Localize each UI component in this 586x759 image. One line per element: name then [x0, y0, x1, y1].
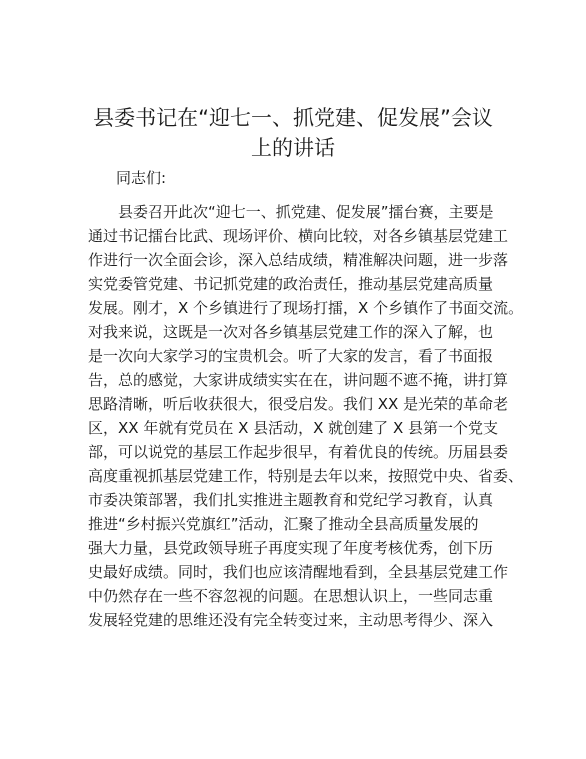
body-line: 区，XX 年就有党员在 X 县活动，X 就创建了 X 县第一个党支	[88, 419, 498, 437]
document-title-line-1: 县委书记在“迎七一、抓党建、促发展”会议	[93, 106, 493, 130]
body-line: 告，总的感觉，大家讲成绩实实在在，讲问题不遮不掩，讲打算	[88, 371, 509, 389]
body-line: 高度重视抓基层党建工作，特别是去年以来，按照党中央、省委、	[88, 467, 524, 485]
body-line: 通过书记擂台比武、现场评价、横向比较，对各乡镇基层党建工	[88, 227, 509, 245]
body-line: 强大力量，县党政领导班子再度实现了年度考核优秀，创下历	[88, 539, 494, 557]
body-line: 作进行一次全面会诊，深入总结成绩，精准解决问题，进一步落	[88, 251, 509, 269]
body-line: 中仍然存在一些不容忽视的问题。在思想认识上，一些同志重	[88, 587, 494, 605]
body-line: 市委决策部署，我们扎实推进主题教育和党纪学习教育，认真	[88, 491, 494, 509]
body-line: 实党委管党建、书记抓党建的政治责任，推动基层党建高质量	[88, 275, 494, 293]
body-line: 发展轻党建的思维还没有完全转变过来，主动思考得少、深入	[88, 611, 494, 629]
body-line: 思路清晰，听后收获很大，很受启发。我们 XX 是光荣的革命老	[88, 395, 509, 413]
body-line: 对我来说，这既是一次对各乡镇基层党建工作的深入了解，也	[88, 323, 494, 341]
body-line: 部，可以说党的基层工作起步很早，有着优良的传统。历届县委	[88, 443, 509, 461]
salutation: 同志们:	[116, 169, 167, 187]
body-line: 县委召开此次“迎七一、抓党建、促发展”擂台赛，主要是	[88, 203, 494, 221]
document-title-line-2: 上的讲话	[251, 136, 335, 160]
body-line: 是一次向大家学习的宝贵机会。听了大家的发言，看了书面报	[88, 347, 494, 365]
body-line: 史最好成绩。同时，我们也应该清醒地看到，全县基层党建工作	[88, 563, 509, 581]
body-line: 发展。刚才，X 个乡镇进行了现场打擂，X 个乡镇作了书面交流。	[88, 299, 524, 317]
body-line: 推进“乡村振兴党旗红”活动，汇聚了推动全县高质量发展的	[88, 515, 479, 533]
